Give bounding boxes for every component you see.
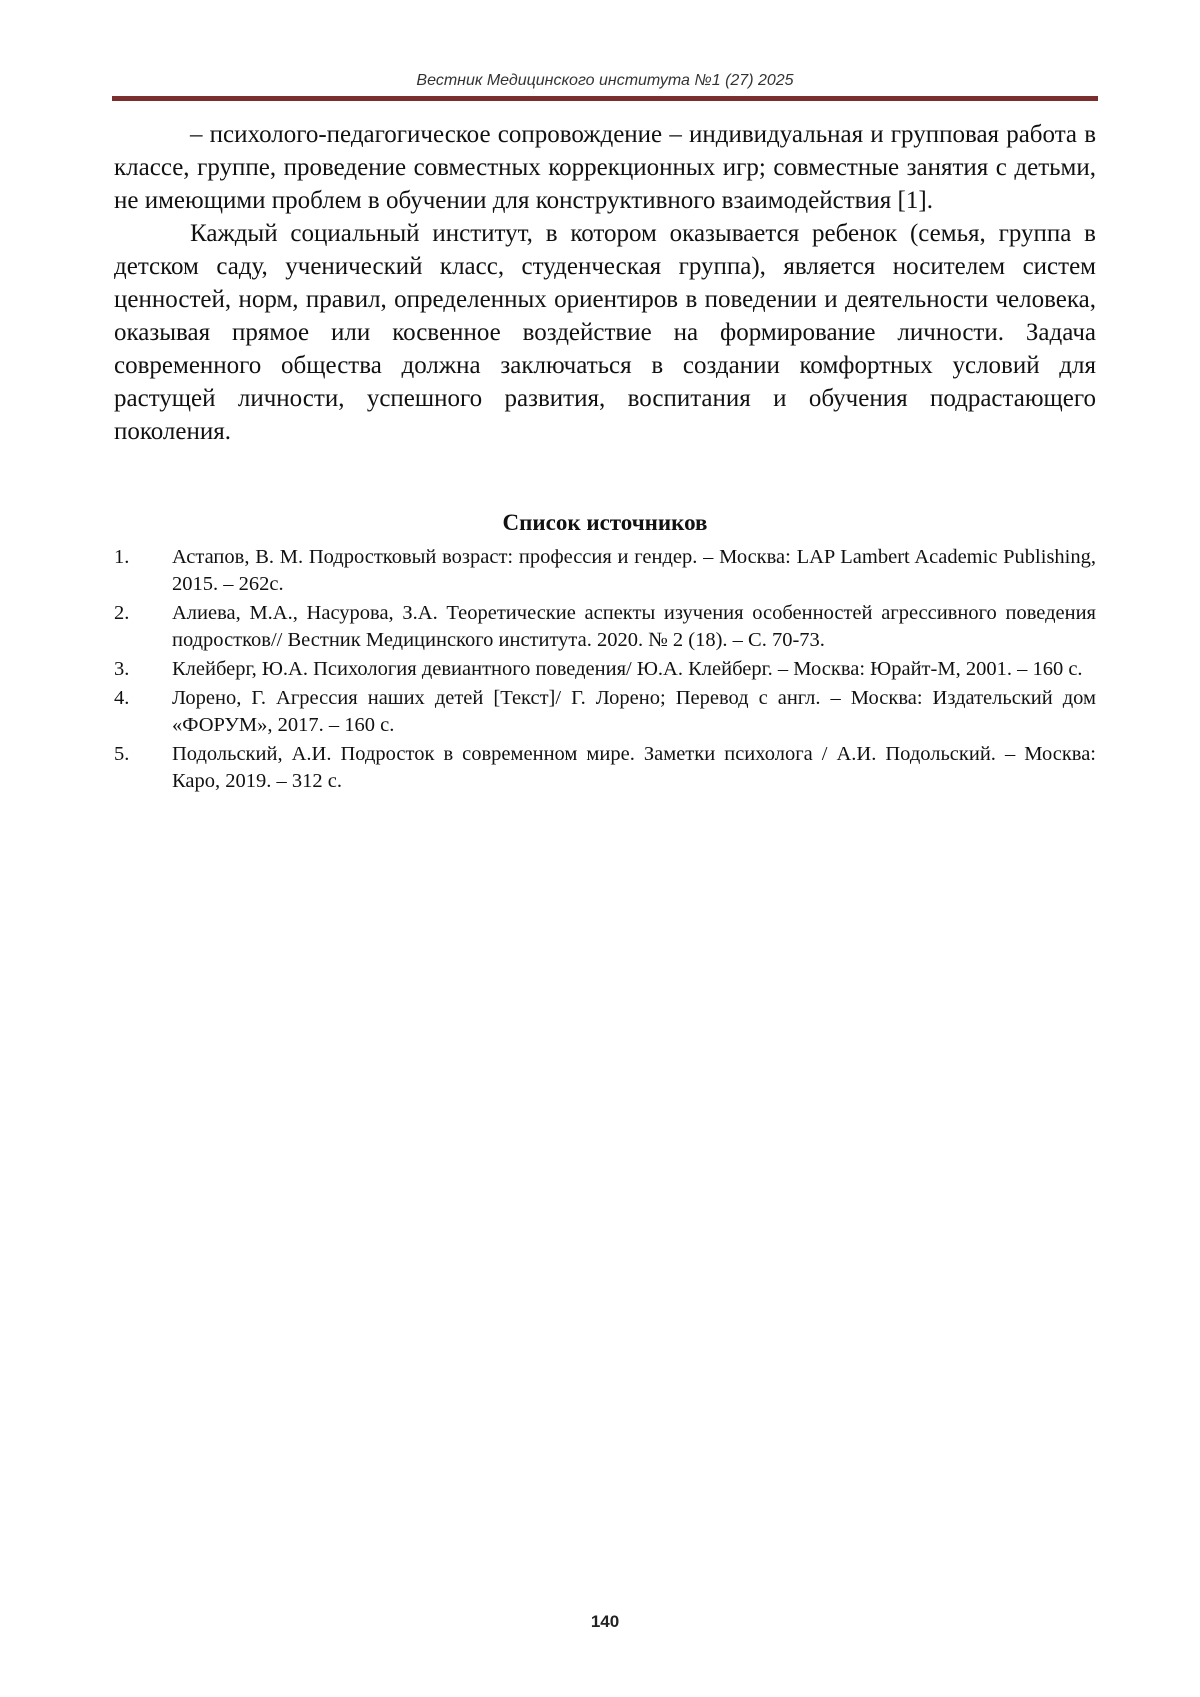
reference-number: 4. <box>114 687 130 709</box>
page-number: 140 <box>590 1612 620 1631</box>
reference-text: Лорено, Г. Агрессия наших детей [Текст]/ Г. Лорено; Перевод с англ. – Москва: Издательский дом «ФОРУМ», 2017. – 160 с. <box>172 687 1096 736</box>
reference-number: 3. <box>114 658 130 680</box>
header-divider <box>112 96 1098 101</box>
reference-text: Подольский, А.И. Подросток в современном мире. Заметки психолога / А.И. Подольский. – Москва: Каро, 2019. – 312 с. <box>172 743 1096 792</box>
reference-text: Астапов, В. М. Подростковый возраст: профессия и гендер. – Москва: LAP Lambert Academic Publishing, 2015. – 262с. <box>172 546 1096 595</box>
reference-item <box>114 685 1096 739</box>
reference-item <box>114 741 1096 795</box>
reference-item <box>114 544 1096 598</box>
references-list <box>114 544 1096 797</box>
reference-item <box>114 600 1096 654</box>
reference-number: 1. <box>114 546 130 568</box>
paragraph: Каждый социальный институт, в котором оказывается ребенок (семья, группа в детском саду, ученический класс, студенческая группа), является носителем систем ценностей, норм, правил, определенных ориентиров в поведении и деятельности человека, оказывая прямое или косвенное воздействие на формирование личности. Задача современного общества должна заключаться в создании комфортных условий для растущей личности, успешного развития, воспитания и обучения подрастающего поколения. <box>114 220 1096 445</box>
references-title: Список источников <box>502 510 708 535</box>
reference-number: 5. <box>114 743 130 765</box>
reference-number: 2. <box>114 602 130 624</box>
running-header: Вестник Медицинского института №1 (27) 2025 <box>416 72 794 89</box>
paragraph: – психолого-педагогическое сопровождение – индивидуальная и групповая работа в классе, группе, проведение совместных коррекционных игр; совместные занятия с детьми, не имеющими проблем в обучении для конструктивного взаимодействия [1]. <box>114 121 1096 214</box>
reference-item <box>114 656 1096 683</box>
reference-text: Алиева, М.А., Насурова, З.А. Теоретические аспекты изучения особенностей агрессивного поведения подростков// Вестник Медицинского института. 2020. № 2 (18). – С. 70-73. <box>172 602 1096 651</box>
body-text <box>114 118 1096 448</box>
reference-text: Клейберг, Ю.А. Психология девиантного поведения/ Ю.А. Клейберг. – Москва: Юрайт-М, 2001. – 160 с. <box>172 658 1083 680</box>
